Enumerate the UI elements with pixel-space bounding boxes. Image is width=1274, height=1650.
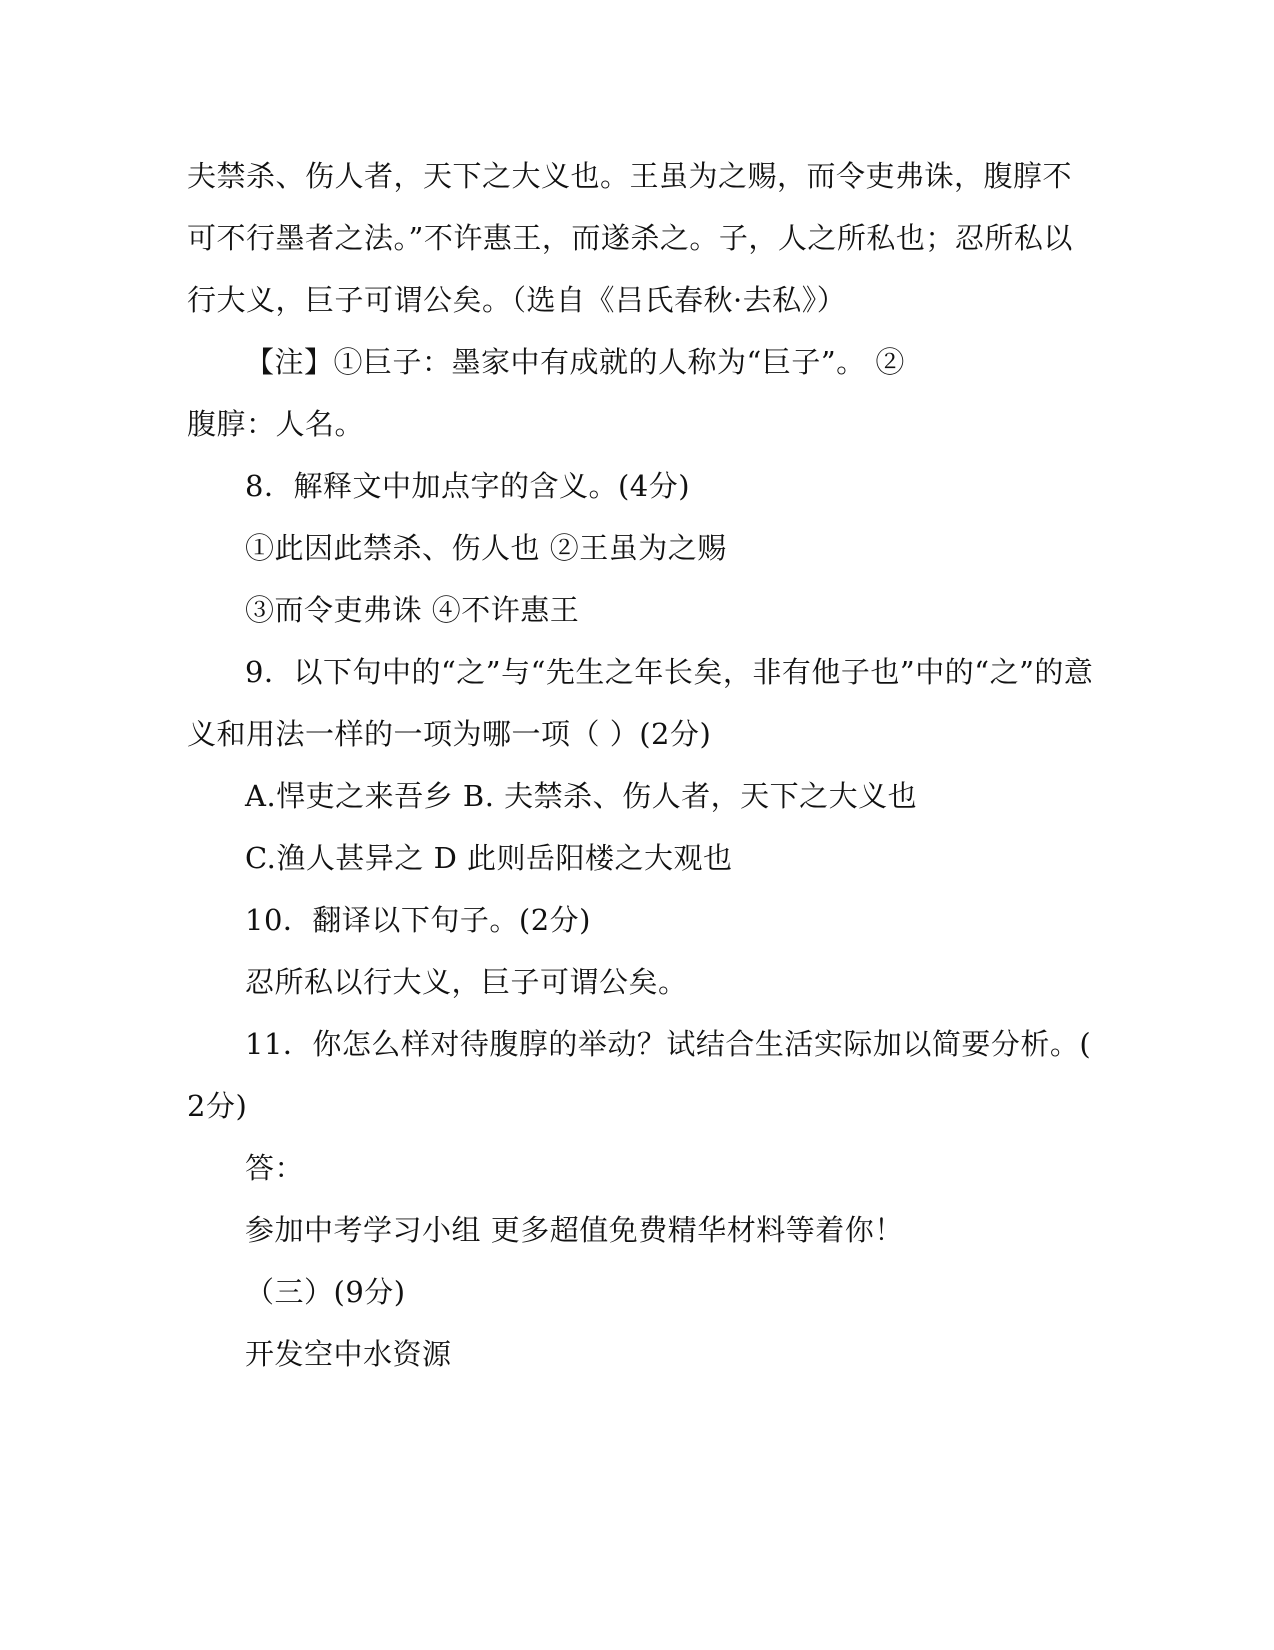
note-line-1: 【注】①巨子：墨家中有成就的人称为“巨子”。 ② (245, 345, 905, 379)
passage-line-3: 行大义，巨子可谓公矣。（选自《吕氏春秋·去私》） (187, 283, 847, 317)
section-3-heading: （三）(9分) (245, 1275, 406, 1309)
question-8: 8．解释文中加点字的含义。(4分) (245, 469, 691, 503)
question-9-options-cd: C.渔人甚异之 D 此则岳阳楼之大观也 (245, 841, 733, 875)
question-11-line-1: 11．你怎么样对待腹朜的举动？试结合生活实际加以简要分析。( (245, 1027, 1092, 1061)
question-8-items-a: ①此因此禁杀、伤人也 ②王虽为之赐 (245, 531, 727, 565)
question-9-options-ab: A.悍吏之来吾乡 B. 夫禁杀、伤人者，天下之大义也 (245, 779, 918, 813)
question-11-line-2: 2分) (187, 1089, 248, 1123)
question-9-line-2: 义和用法一样的一项为哪一项（ ）(2分) (187, 717, 712, 751)
question-9-line-1: 9．以下句中的“之”与“先生之年长矣，非有他子也”中的“之”的意 (245, 655, 1094, 689)
passage-line-1: 夫禁杀、伤人者，天下之大义也。王虽为之赐，而令吏弗诛，腹朜不 (187, 159, 1073, 193)
section-3-title: 开发空中水资源 (245, 1337, 452, 1371)
answer-label: 答： (245, 1151, 305, 1185)
note-line-2: 腹朜：人名。 (187, 407, 365, 441)
question-10: 10．翻译以下句子。(2分) (245, 903, 591, 937)
passage-line-2: 可不行墨者之法。”不许惠王，而遂杀之。子，人之所私也；忍所私以 (187, 221, 1073, 255)
question-8-items-b: ③而令吏弗诛 ④不许惠王 (245, 593, 580, 627)
question-10-sentence: 忍所私以行大义，巨子可谓公矣。 (245, 965, 688, 999)
promo-line: 参加中考学习小组 更多超值免费精华材料等着你！ (245, 1213, 904, 1247)
